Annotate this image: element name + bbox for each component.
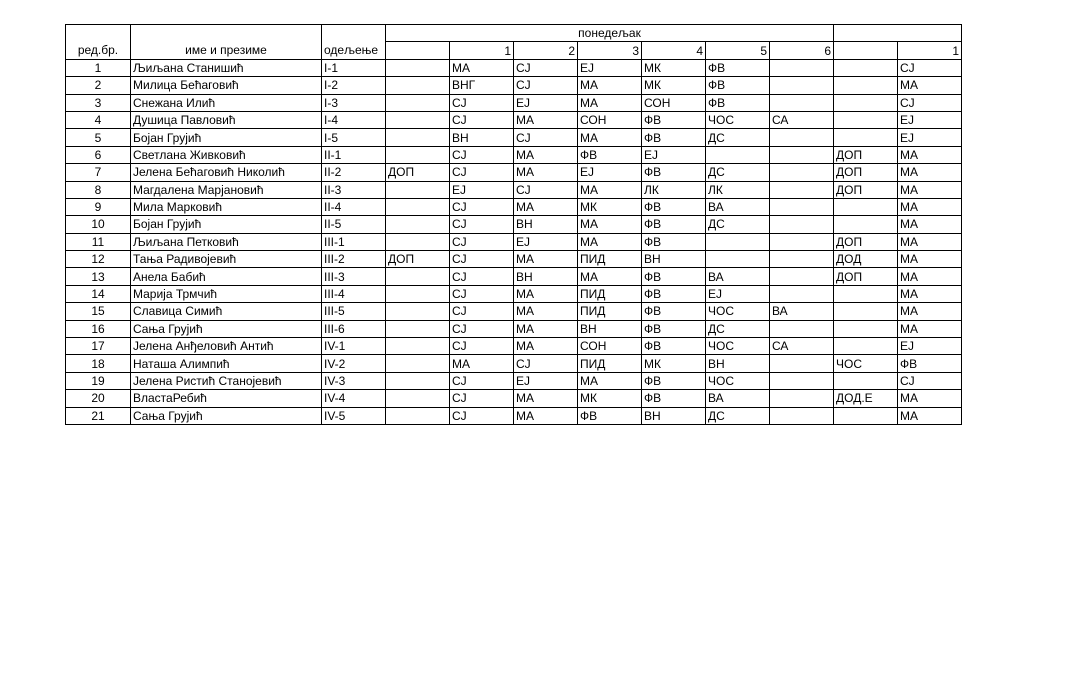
monday-period-cell: МА [514,111,578,128]
monday-period-cell: ФВ [642,320,706,337]
monday-period-cell: ВН [514,216,578,233]
monday-period-cell: ЧОС [706,372,770,389]
table-row [66,407,962,424]
class-code: II-4 [322,198,386,215]
class-code: I-5 [322,129,386,146]
monday-period-cell: ВА [706,390,770,407]
monday-period-cell: СОН [642,94,706,111]
teacher-name: Љиљана Петковић [131,233,322,250]
monday-period-cell: СА [770,338,834,355]
monday-period-cell: СОН [578,338,642,355]
next-day-label [834,25,962,42]
monday-period-cell: ДС [706,320,770,337]
monday-period-cell: СЈ [450,268,514,285]
next-day-period-cell: ДОД.Е [834,390,898,407]
monday-period-cell: ФВ [642,129,706,146]
monday-period-cell: ВНГ [450,77,514,94]
class-code: II-1 [322,146,386,163]
next-day-period-cell [834,59,898,76]
teacher-name: Магдалена Марјановић [131,181,322,198]
next-day-period-cell: МА [898,268,962,285]
next-day-period-cell: МА [898,390,962,407]
monday-period-cell: СЈ [514,355,578,372]
next-day-period-cell [834,320,898,337]
teacher-name: Светлана Живковић [131,146,322,163]
monday-period-cell: МА [578,181,642,198]
monday-period-cell: ПИД [578,355,642,372]
class-code: IV-4 [322,390,386,407]
class-code: II-2 [322,164,386,181]
row-number: 1 [66,59,131,76]
class-code: III-5 [322,303,386,320]
monday-period-cell: ДС [706,407,770,424]
row-number: 21 [66,407,131,424]
monday-period-cell [706,233,770,250]
monday-period-cell: МА [514,146,578,163]
monday-period-cell: ЛК [706,181,770,198]
monday-period-cell: ВН [578,320,642,337]
monday-period-cell: ФВ [642,372,706,389]
monday-period-cell [770,146,834,163]
next-period-header-0 [834,42,898,59]
monday-period-cell: ПИД [578,251,642,268]
monday-period-cell: СЈ [450,233,514,250]
monday-period-cell [770,164,834,181]
next-day-period-cell: МА [898,77,962,94]
next-day-period-cell [834,111,898,128]
header-class-top [322,25,386,42]
monday-period-cell: МА [578,233,642,250]
class-code: III-2 [322,251,386,268]
next-day-period-cell: ЕЈ [898,338,962,355]
table-row [66,320,962,337]
monday-period-cell: ФВ [642,390,706,407]
table-row [66,338,962,355]
monday-period-cell: ДС [706,129,770,146]
class-code: I-3 [322,94,386,111]
monday-period-cell [386,94,450,111]
monday-period-cell: ФВ [578,407,642,424]
col-header-num: ред.бр. [66,42,131,59]
monday-period-cell [386,338,450,355]
teacher-name: Тања Радивојевић [131,251,322,268]
next-day-period-cell: СЈ [898,59,962,76]
teacher-name: Славица Симић [131,303,322,320]
monday-period-cell [386,390,450,407]
table-row [66,111,962,128]
monday-period-cell: ЕЈ [514,233,578,250]
class-code: I-2 [322,77,386,94]
table-row [66,216,962,233]
monday-period-cell [770,407,834,424]
monday-period-cell [386,198,450,215]
next-day-period-cell: МА [898,320,962,337]
teacher-name: Сања Грујић [131,320,322,337]
teacher-name: ВластаРебић [131,390,322,407]
next-day-period-cell: ДОД [834,251,898,268]
table-row [66,129,962,146]
monday-period-cell: ФВ [642,338,706,355]
next-day-period-cell: МА [898,181,962,198]
row-number: 5 [66,129,131,146]
header-row-day [66,25,962,42]
class-code: IV-1 [322,338,386,355]
period-header-5: 5 [706,42,770,59]
monday-period-cell: ПИД [578,303,642,320]
row-number: 7 [66,164,131,181]
monday-period-cell: ФВ [706,59,770,76]
class-code: III-6 [322,320,386,337]
next-day-period-cell: МА [898,303,962,320]
monday-period-cell: МК [578,198,642,215]
monday-period-cell: СЈ [514,181,578,198]
monday-period-cell: ФВ [706,94,770,111]
next-day-period-cell: ДОП [834,164,898,181]
teacher-name: Наташа Алимпић [131,355,322,372]
monday-period-cell: СЈ [450,94,514,111]
monday-period-cell: ЛК [642,181,706,198]
table-row [66,233,962,250]
teacher-name: Сања Грујић [131,407,322,424]
table-row [66,268,962,285]
next-day-period-cell: ЧОС [834,355,898,372]
monday-period-cell [770,77,834,94]
monday-period-cell: СЈ [450,372,514,389]
next-day-period-cell: МА [898,251,962,268]
monday-period-cell [770,285,834,302]
monday-period-cell: МА [578,216,642,233]
monday-period-cell: ФВ [642,268,706,285]
monday-period-cell: СЈ [514,77,578,94]
monday-period-cell: СЈ [450,338,514,355]
monday-period-cell [770,390,834,407]
table-row [66,355,962,372]
teacher-name: Јелена Бећаговић Николић [131,164,322,181]
monday-period-cell: СЈ [450,146,514,163]
next-day-period-cell: МА [898,407,962,424]
monday-period-cell [770,94,834,111]
col-header-name: име и презиме [131,42,322,59]
monday-period-cell: МА [514,198,578,215]
teacher-name: Бојан Грујић [131,216,322,233]
period-header-0 [386,42,450,59]
next-day-period-cell: ЕЈ [898,111,962,128]
header-name-top [131,25,322,42]
monday-period-cell: ВН [514,268,578,285]
table-row [66,146,962,163]
monday-period-cell [770,233,834,250]
monday-period-cell: ВН [450,129,514,146]
next-day-period-cell [834,129,898,146]
monday-period-cell: ДС [706,216,770,233]
next-day-period-cell: МА [898,285,962,302]
monday-period-cell: МА [514,303,578,320]
monday-period-cell [386,372,450,389]
monday-period-cell: МА [514,390,578,407]
monday-period-cell: ЕЈ [706,285,770,302]
teacher-name: Бојан Грујић [131,129,322,146]
next-day-period-cell: МА [898,216,962,233]
monday-period-cell: СЈ [450,251,514,268]
monday-period-cell: МА [514,320,578,337]
row-number: 3 [66,94,131,111]
class-code: III-3 [322,268,386,285]
monday-period-cell [770,268,834,285]
monday-period-cell: МА [578,268,642,285]
monday-period-cell [770,59,834,76]
monday-period-cell [386,129,450,146]
row-number: 10 [66,216,131,233]
monday-period-cell [770,320,834,337]
monday-period-cell: МА [450,59,514,76]
monday-period-cell [386,407,450,424]
row-number: 16 [66,320,131,337]
class-code: III-1 [322,233,386,250]
class-code: II-3 [322,181,386,198]
monday-period-cell: ЧОС [706,111,770,128]
next-day-period-cell: ДОП [834,233,898,250]
header-row-columns [66,42,962,59]
teacher-name: Душица Павловић [131,111,322,128]
monday-period-cell [386,146,450,163]
next-day-period-cell [834,372,898,389]
monday-period-cell: МА [450,355,514,372]
monday-period-cell: ФВ [642,111,706,128]
monday-period-cell: СОН [578,111,642,128]
monday-period-cell: ЧОС [706,303,770,320]
row-number: 8 [66,181,131,198]
monday-period-cell: СЈ [450,407,514,424]
monday-period-cell: МА [578,129,642,146]
row-number: 2 [66,77,131,94]
monday-period-cell: СЈ [450,320,514,337]
next-day-period-cell [834,303,898,320]
next-day-period-cell: ДОП [834,268,898,285]
monday-period-cell: ЕЈ [514,94,578,111]
class-code: IV-5 [322,407,386,424]
monday-period-cell [386,268,450,285]
monday-period-cell: СЈ [450,198,514,215]
monday-period-cell [770,372,834,389]
period-header-6: 6 [770,42,834,59]
monday-period-cell: ФВ [706,77,770,94]
next-day-period-cell: МА [898,146,962,163]
table-row [66,390,962,407]
monday-period-cell [386,216,450,233]
monday-period-cell [386,181,450,198]
period-header-1: 1 [450,42,514,59]
next-day-period-cell [834,198,898,215]
monday-period-cell: МК [642,59,706,76]
table-row [66,285,962,302]
monday-period-cell: СЈ [514,129,578,146]
table-row [66,198,962,215]
table-row [66,181,962,198]
monday-period-cell: МА [578,372,642,389]
monday-period-cell [770,198,834,215]
next-day-period-cell: ДОП [834,181,898,198]
monday-period-cell: СЈ [450,164,514,181]
row-number: 15 [66,303,131,320]
monday-period-cell: МК [642,355,706,372]
monday-period-cell: МА [514,407,578,424]
monday-period-cell [770,129,834,146]
row-number: 9 [66,198,131,215]
monday-period-cell: ЕЈ [450,181,514,198]
monday-period-cell: ВА [706,198,770,215]
monday-period-cell [770,251,834,268]
monday-period-cell: ВН [642,251,706,268]
monday-period-cell: МК [642,77,706,94]
monday-period-cell [770,355,834,372]
next-day-period-cell [834,77,898,94]
monday-period-cell: ЕЈ [578,164,642,181]
monday-period-cell: ФВ [642,216,706,233]
class-code: I-1 [322,59,386,76]
monday-period-cell: МА [514,164,578,181]
next-day-period-cell: МА [898,164,962,181]
day-label: понедељак [386,25,834,42]
monday-period-cell: МА [514,338,578,355]
class-code: I-4 [322,111,386,128]
class-code: II-5 [322,216,386,233]
next-day-period-cell [834,94,898,111]
class-code: IV-2 [322,355,386,372]
monday-period-cell [770,181,834,198]
monday-period-cell: ДС [706,164,770,181]
row-number: 14 [66,285,131,302]
monday-period-cell: СЈ [450,216,514,233]
monday-period-cell: ПИД [578,285,642,302]
monday-period-cell: МА [578,77,642,94]
period-header-2: 2 [514,42,578,59]
monday-period-cell: МК [578,390,642,407]
monday-period-cell: ФВ [642,198,706,215]
monday-period-cell [770,216,834,233]
monday-period-cell: СА [770,111,834,128]
col-header-class: одељење [322,42,386,59]
monday-period-cell [386,285,450,302]
table-row [66,94,962,111]
monday-period-cell: МА [578,94,642,111]
table-row [66,164,962,181]
row-number: 17 [66,338,131,355]
class-code: III-4 [322,285,386,302]
monday-period-cell: ВН [706,355,770,372]
teacher-name: Снежана Илић [131,94,322,111]
monday-period-cell: СЈ [450,285,514,302]
table-row [66,77,962,94]
monday-period-cell: СЈ [450,390,514,407]
next-day-period-cell [834,407,898,424]
table-row [66,59,962,76]
teacher-name: Анела Бабић [131,268,322,285]
class-code: IV-3 [322,372,386,389]
next-day-period-cell: ФВ [898,355,962,372]
teacher-name: Јелена Анђеловић Антић [131,338,322,355]
monday-period-cell: ФВ [642,285,706,302]
period-header-4: 4 [642,42,706,59]
monday-period-cell: СЈ [450,303,514,320]
monday-period-cell [706,251,770,268]
next-day-period-cell [834,216,898,233]
monday-period-cell: ФВ [642,303,706,320]
next-day-period-cell [834,338,898,355]
row-number: 11 [66,233,131,250]
monday-period-cell: ФВ [578,146,642,163]
next-day-period-cell: МА [898,233,962,250]
table-row [66,372,962,389]
schedule-table [65,24,962,425]
row-number: 19 [66,372,131,389]
monday-period-cell: ФВ [642,164,706,181]
table-row [66,303,962,320]
monday-period-cell: СЈ [514,59,578,76]
next-day-period-cell: СЈ [898,94,962,111]
monday-period-cell: ВА [706,268,770,285]
monday-period-cell: ЕЈ [514,372,578,389]
period-header-3: 3 [578,42,642,59]
teacher-name: Милица Бећаговић [131,77,322,94]
monday-period-cell [386,303,450,320]
table-row [66,251,962,268]
monday-period-cell: ДОП [386,164,450,181]
row-number: 18 [66,355,131,372]
next-day-period-cell: ДОП [834,146,898,163]
row-number: 6 [66,146,131,163]
teacher-name: Јелена Ристић Станојевић [131,372,322,389]
row-number: 13 [66,268,131,285]
monday-period-cell: ВН [642,407,706,424]
teacher-name: Љиљана Станишић [131,59,322,76]
monday-period-cell: ЕЈ [578,59,642,76]
monday-period-cell: ЧОС [706,338,770,355]
monday-period-cell [386,111,450,128]
monday-period-cell: ДОП [386,251,450,268]
monday-period-cell: ФВ [642,233,706,250]
next-day-period-cell: СЈ [898,372,962,389]
monday-period-cell [386,320,450,337]
next-day-period-cell: ЕЈ [898,129,962,146]
teacher-name: Мила Марковић [131,198,322,215]
monday-period-cell: МА [514,285,578,302]
teacher-name: Марија Трмчић [131,285,322,302]
monday-period-cell [386,59,450,76]
monday-period-cell: ЕЈ [642,146,706,163]
row-number: 12 [66,251,131,268]
monday-period-cell: МА [514,251,578,268]
header-num-top [66,25,131,42]
monday-period-cell [706,146,770,163]
monday-period-cell [386,233,450,250]
next-day-period-cell [834,285,898,302]
monday-period-cell [386,355,450,372]
row-number: 4 [66,111,131,128]
row-number: 20 [66,390,131,407]
next-period-header-1: 1 [898,42,962,59]
monday-period-cell: ВА [770,303,834,320]
next-day-period-cell: МА [898,198,962,215]
monday-period-cell: СЈ [450,111,514,128]
monday-period-cell [386,77,450,94]
